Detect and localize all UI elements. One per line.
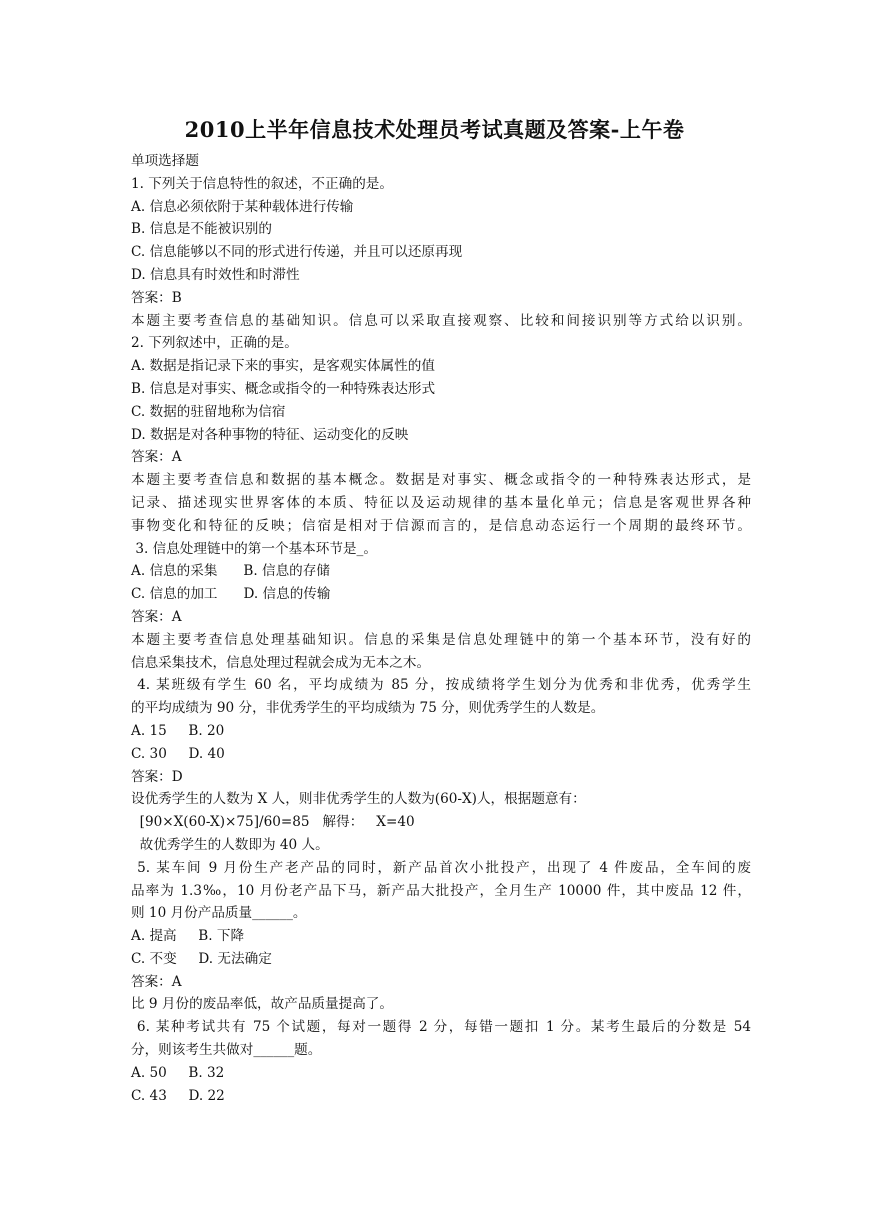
text-line: A. 数据是指记录下来的事实，是客观实体属性的值 xyxy=(131,358,435,375)
text-line: 单项选择题 xyxy=(131,153,199,169)
text-line: 本题主要考查信息处理基础知识。信息的采集是信息处理链中的第一个基本环节，没有好的 xyxy=(131,631,751,648)
text-line: 事物变化和特征的反映；信宿是相对于信源而言的，是信息动态运行一个周期的最终环节。 xyxy=(131,517,751,534)
text-line: 故优秀学生的人数即为 40 人。 xyxy=(131,836,329,853)
text-line: B. 信息是对事实、概念或指令的一种特殊表达形式 xyxy=(131,380,436,397)
text-line: 记录、描述现实世界客体的本质、特征以及运动规律的基本量化单元；信息是客观世界各种 xyxy=(131,494,751,511)
text-line: 答案：B xyxy=(131,289,182,306)
text-line: 的平均成绩为 90 分，非优秀学生的平均成绩为 75 分，则优秀学生的人数是。 xyxy=(131,700,605,717)
text-line: A. 信息必须依附于某种载体进行传输 xyxy=(131,198,354,215)
document-title: 2010上半年信息技术处理员考试真题及答案-上午卷 xyxy=(184,117,685,142)
text-line: A. 50 B. 32 xyxy=(131,1064,225,1081)
text-line: D. 信息具有时效性和时滞性 xyxy=(131,266,300,283)
text-line: C. 43 D. 22 xyxy=(131,1087,225,1104)
text-line: A. 信息的采集 B. 信息的存储 xyxy=(131,563,330,580)
text-line: C. 不变 D. 无法确定 xyxy=(131,950,272,967)
text-line: D. 数据是对各种事物的特征、运动变化的反映 xyxy=(131,426,409,443)
text-line: 3. 信息处理链中的第一个基本环节是_。 xyxy=(131,540,377,557)
text-line: 4. 某班级有学生 60 名，平均成绩为 85 分，按成绩将学生划分为优秀和非优秀，优秀学生 xyxy=(131,677,751,694)
text-line: 比 9 月份的废品率低，故产品质量提高了。 xyxy=(131,996,393,1013)
text-line: C. 信息能够以不同的形式进行传递，并且可以还原再现 xyxy=(131,244,463,261)
text-line: 本题主要考查信息的基础知识。信息可以采取直接观察、比较和间接识别等方式给以识别。 xyxy=(131,312,751,329)
text-line: A. 提高 B. 下降 xyxy=(131,928,245,945)
text-line: 品率为 1.3‰，10 月份老产品下马，新产品大批投产，全月生产 10000 件，其中废品 12 件， xyxy=(131,882,751,899)
text-line: 信息采集技术，信息处理过程就会成为无本之木。 xyxy=(131,654,431,671)
text-line: 分，则该考生共做对______题。 xyxy=(131,1042,322,1059)
text-line: 答案：D xyxy=(131,768,183,785)
text-line: [90×X(60-X)×75]/60=85 解得： X=40 xyxy=(131,814,415,831)
text-line: C. 30 D. 40 xyxy=(131,745,225,762)
document-body xyxy=(131,150,751,1107)
text-line: 5. 某车间 9 月份生产老产品的同时，新产品首次小批投产，出现了 4 件废品，全车间的废 xyxy=(131,859,751,876)
text-line: 6. 某种考试共有 75 个试题，每对一题得 2 分，每错一题扣 1 分。某考生最后的分数是 54 xyxy=(131,1019,751,1036)
text-line: 答案：A xyxy=(131,449,182,466)
text-line: 1. 下列关于信息特性的叙述，不正确的是。 xyxy=(131,175,393,192)
text-line: A. 15 B. 20 xyxy=(131,722,225,739)
text-line: 2. 下列叙述中，正确的是。 xyxy=(131,335,298,352)
text-line: C. 数据的驻留地称为信宿 xyxy=(131,403,286,420)
text-line: B. 信息是不能被识别的 xyxy=(131,221,272,238)
text-line: 本题主要考查信息和数据的基本概念。数据是对事实、概念或指令的一种特殊表达形式，是 xyxy=(131,472,751,489)
text-line: 答案：A xyxy=(131,608,182,625)
text-line: 答案：A xyxy=(131,973,182,990)
text-line: C. 信息的加工 D. 信息的传输 xyxy=(131,586,331,603)
text-line: 设优秀学生的人数为 X 人，则非优秀学生的人数为(60-X)人，根据题意有： xyxy=(131,791,586,808)
text-line: 则 10 月份产品质量______。 xyxy=(131,905,307,922)
